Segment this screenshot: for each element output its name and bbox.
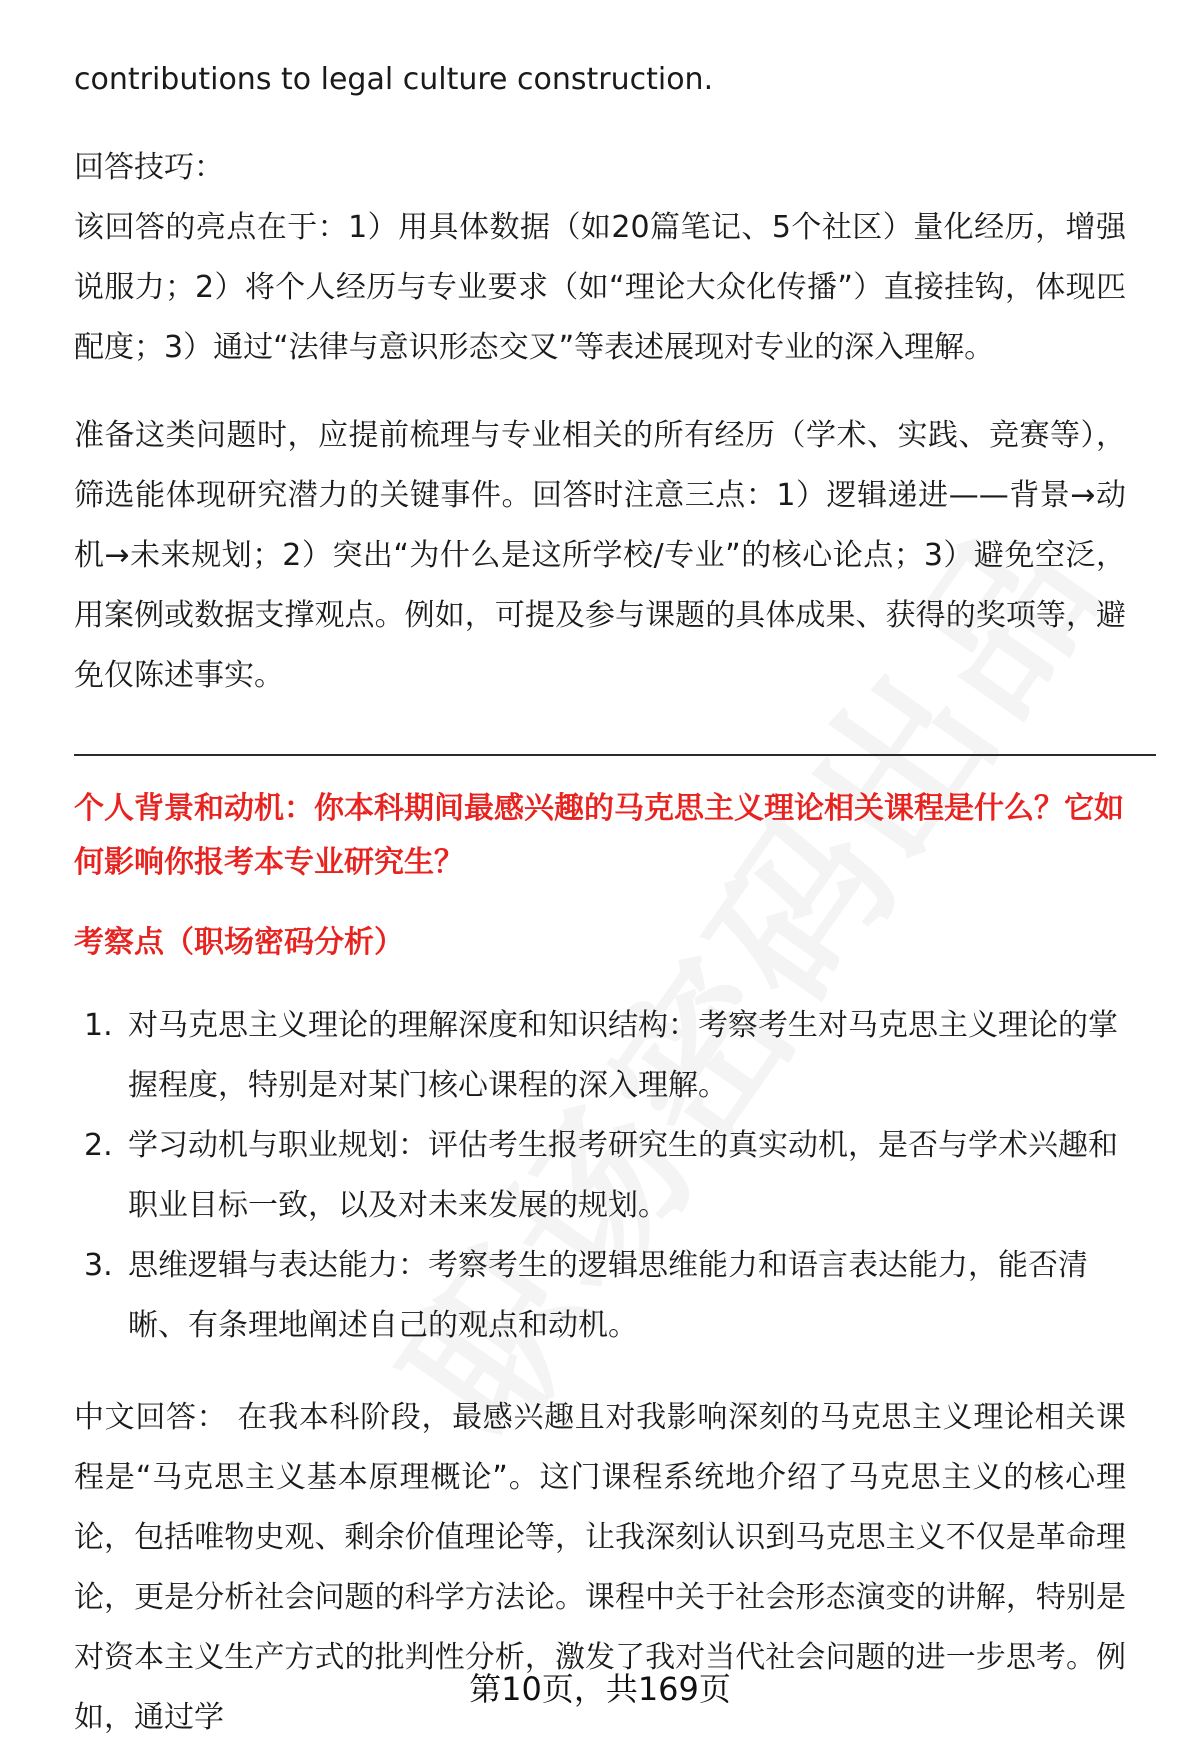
prep-paragraph: 准备这类问题时，应提前梳理与专业相关的所有经历（学术、实践、竞赛等），筛选能体现研究潜力的关键事件。回答时注意三点：1）逻辑递进——背景→动机→未来规划；2）突出“为什么是这所学校/专业”的核心论点；3）避免空泛，用案例或数据支撑观点。例如，可提及参与课题的具体成果、获得的奖项等，避免仅陈述事实。	[74, 418, 1126, 693]
list-item-text: 对马克思主义理论的理解深度和知识结构：考察考生对马克思主义理论的掌握程度，特别是对某门核心课程的深入理解。	[128, 1008, 1118, 1103]
exam-points-heading: 考察点（职场密码分析）	[74, 925, 404, 960]
section-divider	[74, 754, 1156, 756]
question-section	[74, 782, 1126, 1748]
upper-section	[74, 50, 1126, 706]
question-heading: 个人背景和动机：你本科期间最感兴趣的马克思主义理论相关课程是什么？它如何影响你报考本专业研究生？	[74, 791, 1124, 880]
list-item	[74, 1236, 1126, 1356]
exam-points-list	[74, 996, 1126, 1356]
list-item-number: 2.	[84, 1128, 113, 1163]
tips-label: 回答技巧：	[74, 150, 224, 185]
list-item-number: 1.	[84, 1008, 113, 1043]
list-item	[74, 996, 1126, 1116]
page-number: 第10页，共169页	[469, 1670, 731, 1708]
answer-paragraph: 中文回答： 在我本科阶段，最感兴趣且对我影响深刻的马克思主义理论相关课程是“马克思主义基本原理概论”。这门课程系统地介绍了马克思主义的核心理论，包括唯物史观、剩余价值理论等，让我深刻认识到马克思主义不仅是革命理论，更是分析社会问题的科学方法论。课程中关于社会形态演变的讲解，特别是对资本主义生产方式的批判性分析，激发了我对当代社会问题的进一步思考。例如，通过学	[74, 1400, 1126, 1735]
list-item	[74, 1116, 1126, 1236]
list-item-number: 3.	[84, 1248, 113, 1283]
tips-paragraph: 该回答的亮点在于：1）用具体数据（如20篇笔记、5个社区）量化经历，增强说服力；2）将个人经历与专业要求（如“理论大众化传播”）直接挂钩，体现匹配度；3）通过“法律与意识形态交叉”等表述展现对专业的深入理解。	[74, 210, 1126, 365]
list-item-text: 学习动机与职业规划：评估考生报考研究生的真实动机，是否与学术兴趣和职业目标一致，以及对未来发展的规划。	[128, 1128, 1118, 1223]
list-item-text: 思维逻辑与表达能力：考察考生的逻辑思维能力和语言表达能力，能否清晰、有条理地阐述自己的观点和动机。	[128, 1248, 1088, 1343]
top-fragment: contributions to legal culture construction.	[74, 62, 714, 97]
